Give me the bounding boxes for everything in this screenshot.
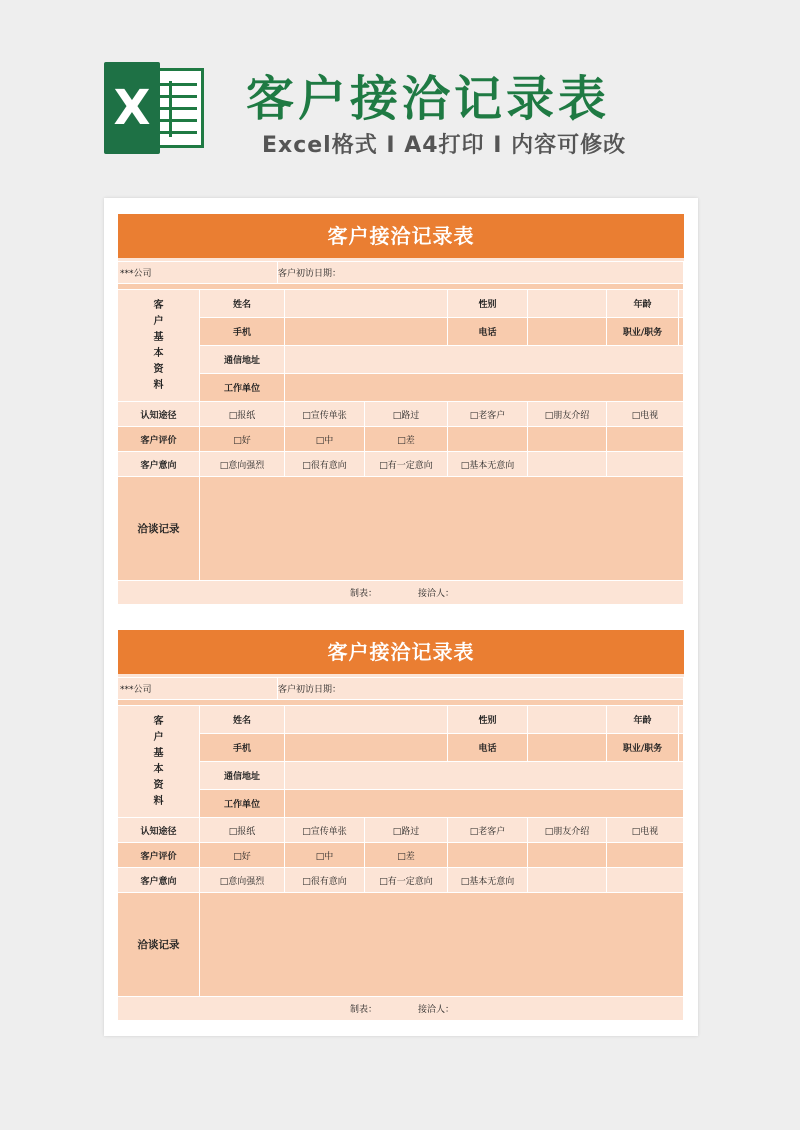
workplace-label: 工作单位 [200,374,285,402]
rating-option-poor[interactable]: □差 [365,427,448,452]
source-option-friend[interactable]: □朋友介绍 [528,402,607,427]
source-option-passing-by[interactable]: □路过 [365,818,448,843]
source-option-newspaper[interactable]: □报纸 [200,402,285,427]
form-grid [118,678,684,1021]
excel-icon [104,62,208,154]
name-field[interactable] [285,706,448,734]
intent-option-strong[interactable]: □意向强烈 [200,868,285,893]
source-option-old-customer[interactable]: □老客户 [448,818,528,843]
form-grid [118,262,684,605]
workplace-field[interactable] [285,790,684,818]
rating-option-poor[interactable]: □差 [365,843,448,868]
phone-field[interactable] [528,734,607,762]
rating-option-medium[interactable]: □中 [285,843,365,868]
first-visit-date-field[interactable] [278,678,684,700]
rating-empty-cell [448,427,528,452]
notes-field[interactable] [200,893,684,997]
workplace-label: 工作单位 [200,790,285,818]
job-label: 职业/职务 [607,734,679,762]
address-label: 通信地址 [200,762,285,790]
job-label: 职业/职务 [607,318,679,346]
rating-empty-cell [448,843,528,868]
address-field[interactable] [285,762,684,790]
rating-empty-cell [528,843,607,868]
phone-label: 电话 [448,734,528,762]
intent-option-some[interactable]: □有一定意向 [365,868,448,893]
source-option-friend[interactable]: □朋友介绍 [528,818,607,843]
notes-label: 洽谈记录 [118,477,200,581]
source-option-old-customer[interactable]: □老客户 [448,402,528,427]
form-title: 客户接洽记录表 [118,630,684,674]
name-label: 姓名 [200,290,285,318]
intent-empty-cell [607,868,684,893]
gender-label: 性别 [448,290,528,318]
first-visit-date-label: 客户初访日期： [278,269,342,279]
basic-info-label: 客 户 基 本 资 料 [118,290,200,402]
receiver-label: 接洽人： [418,1005,455,1015]
intent-label: 客户意向 [118,452,200,477]
age-field[interactable] [679,290,684,318]
intent-option-interested[interactable]: □很有意向 [285,868,365,893]
intent-option-none[interactable]: □基本无意向 [448,868,528,893]
source-label: 认知途径 [118,402,200,427]
made-by-label: 制表： [350,589,378,599]
logo-letter: X [113,80,151,136]
age-field[interactable] [679,706,684,734]
source-option-tv[interactable]: □电视 [607,818,684,843]
intent-option-none[interactable]: □基本无意向 [448,452,528,477]
source-option-tv[interactable]: □电视 [607,402,684,427]
mobile-field[interactable] [285,318,448,346]
page-title: 客户接洽记录表 [246,71,611,127]
notes-field[interactable] [200,477,684,581]
job-field[interactable] [679,734,684,762]
form-footer [118,997,684,1021]
source-label: 认知途径 [118,818,200,843]
source-option-newspaper[interactable]: □报纸 [200,818,285,843]
page-subtitle: Excel格式 I A4打印 I 内容可修改 [262,133,627,158]
rating-option-good[interactable]: □好 [200,843,285,868]
gender-field[interactable] [528,290,607,318]
age-label: 年龄 [607,290,679,318]
rating-option-medium[interactable]: □中 [285,427,365,452]
gender-field[interactable] [528,706,607,734]
mobile-field[interactable] [285,734,448,762]
intent-option-strong[interactable]: □意向强烈 [200,452,285,477]
notes-label: 洽谈记录 [118,893,200,997]
rating-empty-cell [607,843,684,868]
rating-label: 客户评价 [118,843,200,868]
header [0,0,800,185]
receiver-label: 接洽人： [418,589,455,599]
visit-record-form-2 [118,630,684,1021]
first-visit-date-label: 客户初访日期： [278,685,342,695]
intent-option-some[interactable]: □有一定意向 [365,452,448,477]
intent-empty-cell [528,452,607,477]
form-title: 客户接洽记录表 [118,214,684,258]
rating-label: 客户评价 [118,427,200,452]
intent-label: 客户意向 [118,868,200,893]
company-name[interactable]: ***公司 [118,678,278,700]
visit-record-form-1 [118,214,684,605]
first-visit-date-field[interactable] [278,262,684,284]
made-by-label: 制表： [350,1005,378,1015]
company-name[interactable]: ***公司 [118,262,278,284]
mobile-label: 手机 [200,318,285,346]
intent-empty-cell [607,452,684,477]
job-field[interactable] [679,318,684,346]
basic-info-label: 客 户 基 本 资 料 [118,706,200,818]
name-label: 姓名 [200,706,285,734]
rating-empty-cell [528,427,607,452]
rating-option-good[interactable]: □好 [200,427,285,452]
address-field[interactable] [285,346,684,374]
rating-empty-cell [607,427,684,452]
phone-label: 电话 [448,318,528,346]
age-label: 年龄 [607,706,679,734]
name-field[interactable] [285,290,448,318]
phone-field[interactable] [528,318,607,346]
source-option-flyer[interactable]: □宣传单张 [285,818,365,843]
gender-label: 性别 [448,706,528,734]
mobile-label: 手机 [200,734,285,762]
intent-option-interested[interactable]: □很有意向 [285,452,365,477]
source-option-passing-by[interactable]: □路过 [365,402,448,427]
intent-empty-cell [528,868,607,893]
source-option-flyer[interactable]: □宣传单张 [285,402,365,427]
workplace-field[interactable] [285,374,684,402]
address-label: 通信地址 [200,346,285,374]
form-footer [118,581,684,605]
